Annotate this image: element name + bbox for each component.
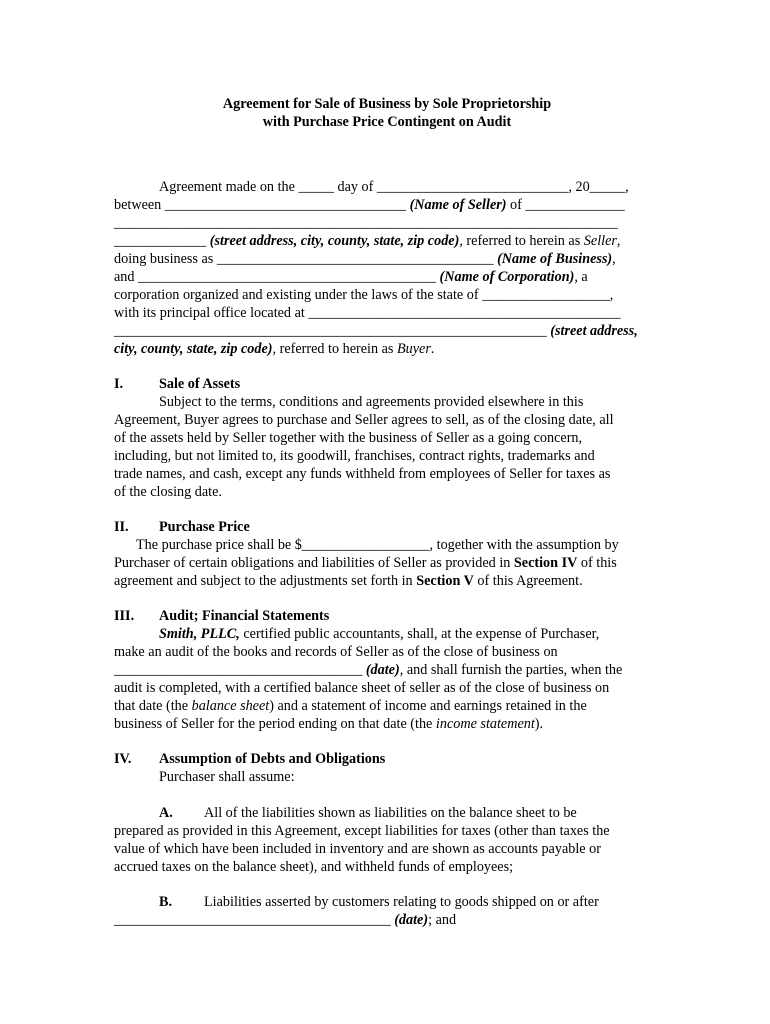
section-4-number: IV. <box>114 751 132 767</box>
preamble-line-3: _______________________________________________________________________ <box>114 215 618 231</box>
preamble-line-1: Agreement made on the _____ day of ___________________________, 20_____, <box>159 179 629 195</box>
section-3-line-5: that date (the balance sheet) and a statement of income and earnings retained in the <box>114 698 587 714</box>
section-4-heading: Assumption of Debts and Obligations <box>159 751 386 767</box>
section-1-line: Subject to the terms, conditions and agreements provided elsewhere in this <box>159 394 584 410</box>
preamble-line-7: corporation organized and existing under the laws of the state of __________________, <box>114 287 614 303</box>
section-2-line-1: The purchase price shall be $__________________, together with the assumption by <box>136 537 619 553</box>
section-1-heading: Sale of Assets <box>159 376 241 392</box>
item-a-line-3: value of which have been included in inventory and are shown as accounts payable or <box>114 841 601 857</box>
preamble-line-2: between __________________________________ (Name of Seller) of ______________ <box>114 197 625 213</box>
section-4-intro: Purchaser shall assume: <box>159 769 295 785</box>
preamble-line-9: _____________________________________________________________ (street address, <box>114 323 638 339</box>
section-1-line: of the closing date. <box>114 484 222 500</box>
section-1-line: Agreement, Buyer agrees to purchase and Seller agrees to sell, as of the closing date, all <box>114 412 614 428</box>
document-title-line-2: with Purchase Price Contingent on Audit <box>262 114 512 130</box>
section-3-line-3: ___________________________________ (date), and shall furnish the parties, when the <box>114 662 623 678</box>
item-b-line-2: _______________________________________ (date); and <box>114 912 457 928</box>
document-title-line-1: Agreement for Sale of Business by Sole Proprietorship <box>222 96 552 112</box>
item-b-line-1: Liabilities asserted by customers relating to goods shipped on or after <box>204 894 599 910</box>
section-1-line: trade names, and cash, except any funds withheld from employees of Seller for taxes as <box>114 466 611 482</box>
preamble-line-8: with its principal office located at ____________________________________________ <box>114 305 621 321</box>
preamble-line-6: and __________________________________________ (Name of Corporation), a <box>114 269 588 285</box>
preamble-line-10: city, county, state, zip code), referred to herein as Buyer. <box>114 341 435 357</box>
section-3-number: III. <box>114 608 135 624</box>
section-2-line-3: agreement and subject to the adjustments set forth in Section V of this Agreement. <box>114 573 583 589</box>
section-2-line-2: Purchaser of certain obligations and liabilities of Seller as provided in Section IV of this <box>114 555 617 571</box>
section-3-line-4: audit is completed, with a certified balance sheet of seller as of the close of business on <box>114 680 610 696</box>
section-3-line-1: Smith, PLLC, certified public accountants, shall, at the expense of Purchaser, <box>159 626 600 642</box>
item-a-line-1: All of the liabilities shown as liabilities on the balance sheet to be <box>204 805 577 821</box>
item-a-label: A. <box>159 805 173 821</box>
item-a-line-4: accrued taxes on the balance sheet), and withheld funds of employees; <box>114 859 514 875</box>
item-a-line-2: prepared as provided in this Agreement, except liabilities for taxes (other than taxes the <box>114 823 610 839</box>
item-b-label: B. <box>159 894 173 910</box>
section-1-number: I. <box>114 376 124 392</box>
section-3-line-2: make an audit of the books and records of Seller as of the close of business on <box>114 644 558 660</box>
section-2-number: II. <box>114 519 129 535</box>
section-3-line-6: business of Seller for the period ending on that date (the income statement). <box>114 716 544 732</box>
section-2-heading: Purchase Price <box>159 519 250 535</box>
preamble-line-5: doing business as _______________________________________ (Name of Business), <box>114 251 616 267</box>
section-1-line: including, but not limited to, its goodwill, franchises, contract rights, trademarks and <box>114 448 595 464</box>
preamble-line-4: _____________ (street address, city, county, state, zip code), referred to herein as Seller, <box>114 233 621 249</box>
section-1-line: of the assets held by Seller together with the business of Seller as a going concern, <box>114 430 583 446</box>
section-3-heading: Audit; Financial Statements <box>159 608 330 624</box>
